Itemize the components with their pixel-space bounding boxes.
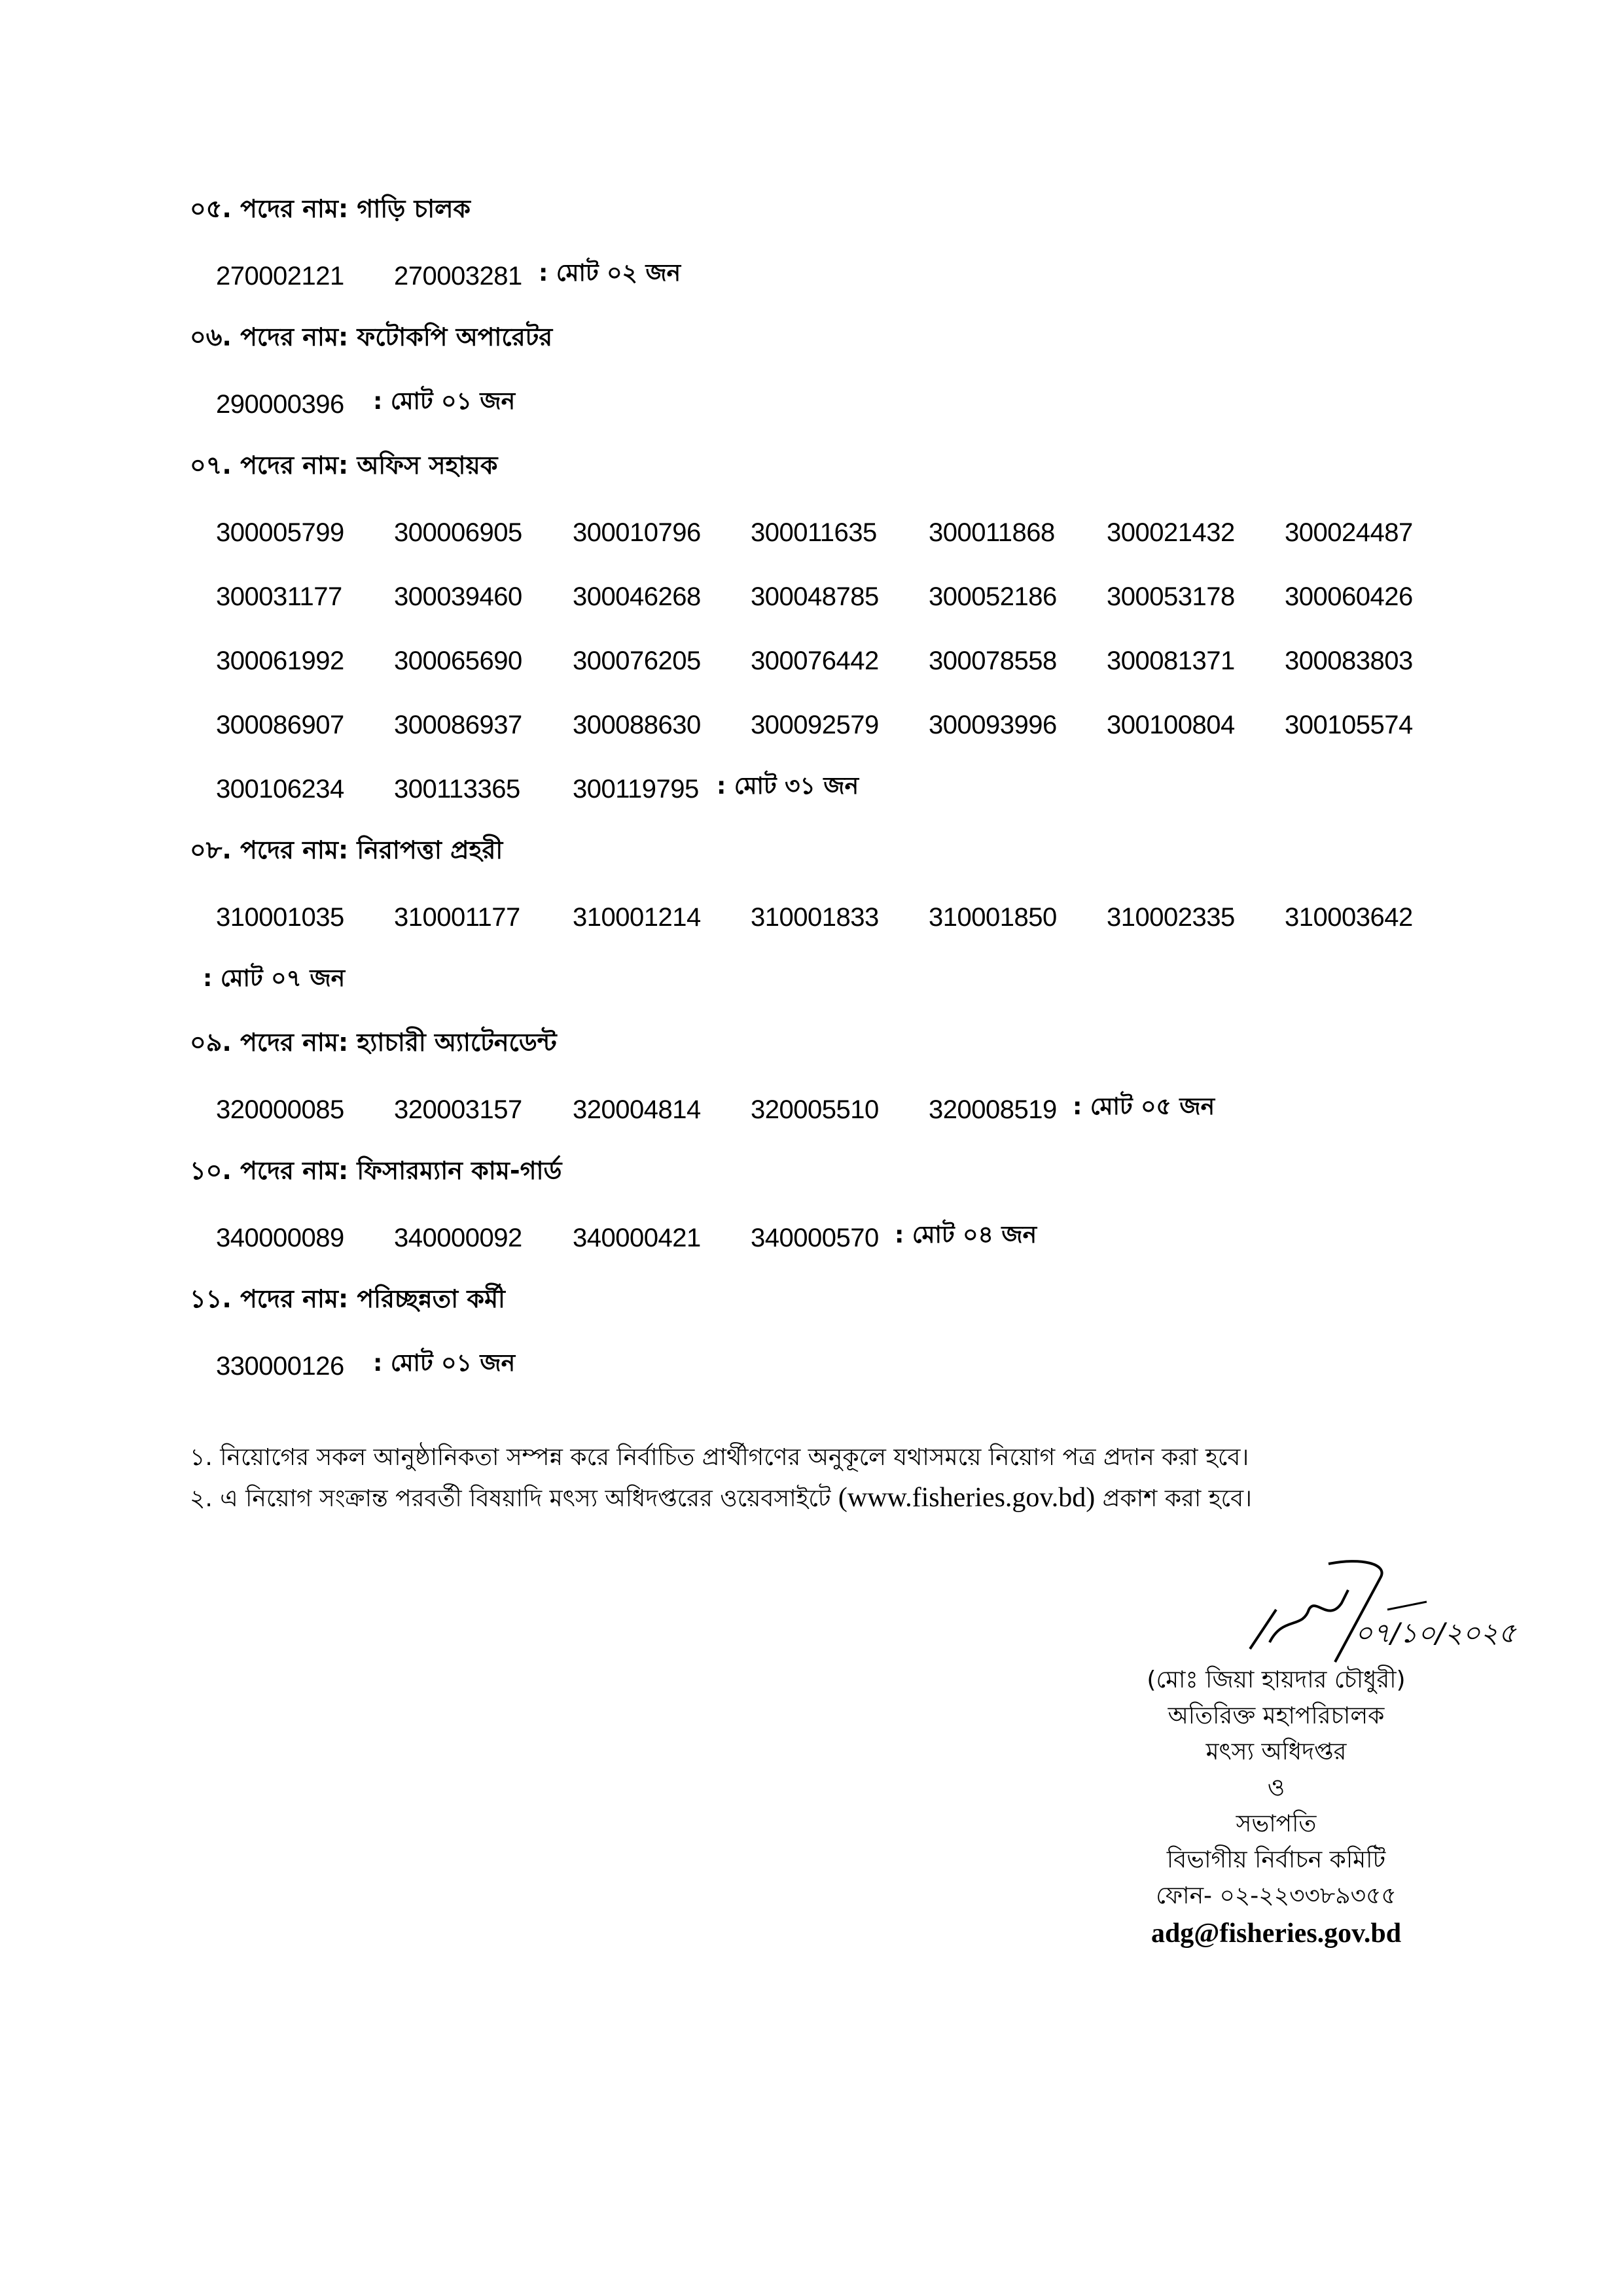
roll-number: 270002121 (216, 262, 344, 291)
roll-number: 310001850 (929, 903, 1057, 932)
roll-number: 320008519 (929, 1095, 1057, 1124)
roll-number: 340000089 (216, 1224, 344, 1252)
section-total: : মোট ৩১ জন (717, 773, 859, 800)
roll-number: 300081371 (1107, 646, 1235, 675)
roll-number: 300010796 (573, 518, 701, 547)
section-heading: ১১. পদের নাম: পরিচ্ছন্নতা কর্মী (190, 1284, 505, 1313)
roll-number: 300061992 (216, 646, 344, 675)
roll-number: 290000396 (216, 390, 344, 419)
roll-number: 300006905 (394, 518, 522, 547)
section-heading: ০৮. পদের নাম: নিরাপত্তা প্রহরী (190, 836, 503, 864)
roll-number: 300060426 (1285, 582, 1413, 611)
roll-number: 300031177 (216, 582, 342, 611)
section-total: : মোট ০২ জন (539, 260, 681, 287)
roll-number: 300086907 (216, 711, 344, 739)
roll-number: 300106234 (216, 775, 344, 804)
section-heading: ০৯. পদের নাম: হ্যাচারী অ্যাটেনডেন্ট (190, 1028, 557, 1057)
signature-block (1073, 1662, 1479, 1953)
roll-number: 300083803 (1285, 646, 1413, 675)
note-2 (190, 1484, 1252, 1511)
roll-number: 340000092 (394, 1224, 522, 1252)
roll-number: 300052186 (929, 582, 1057, 611)
roll-number: 300076205 (573, 646, 701, 675)
roll-number: 300053178 (1107, 582, 1235, 611)
roll-number: 300005799 (216, 518, 344, 547)
note-2-prefix: ২. এ নিয়োগ সংক্রান্ত পরবর্তী বিষয়াদি মৎস্য অধিদপ্তরের ওয়েবসাইটে (190, 1485, 838, 1512)
roll-number: 320003157 (394, 1095, 522, 1124)
roll-number: 340000421 (573, 1224, 701, 1252)
roll-number: 320005510 (751, 1095, 879, 1124)
roll-number: 300065690 (394, 646, 522, 675)
signature-date: ০৭/১০/২০২৫ (1355, 1617, 1516, 1649)
roll-number: 300048785 (751, 582, 879, 611)
section-heading: ০৭. পদের নাম: অফিস সহায়ক (190, 451, 498, 480)
signatory-office: মৎস্য অধিদপ্তর (1205, 1739, 1347, 1765)
section-total: : মোট ০৭ জন (203, 965, 346, 992)
section-total: : মোট ০১ জন (373, 1350, 516, 1377)
roll-number: 320000085 (216, 1095, 344, 1124)
signatory-designation: অতিরিক্ত মহাপরিচালক (1168, 1703, 1385, 1729)
section-heading: ০৬. পদের নাম: ফটোকপি অপারেটর (190, 323, 553, 351)
roll-number: 300076442 (751, 646, 879, 675)
roll-number: 310001177 (394, 903, 520, 932)
roll-number: 300039460 (394, 582, 522, 611)
signatory-name: (মোঃ জিয়া হায়দার চৌধুরী) (1147, 1667, 1406, 1693)
roll-number: 300100804 (1107, 711, 1235, 739)
roll-number: 310003642 (1285, 903, 1413, 932)
section-total: : মোট ০৪ জন (895, 1222, 1037, 1248)
roll-number: 330000126 (216, 1352, 344, 1381)
roll-number: 340000570 (751, 1224, 879, 1252)
website-link[interactable]: (www.fisheries.gov.bd) (838, 1483, 1096, 1513)
section-total: : মোট ০৫ জন (1073, 1093, 1215, 1120)
signatory-conjunction: ও (1267, 1775, 1285, 1801)
handwritten-signature (1230, 1551, 1544, 1669)
signatory-role: সভাপতি (1236, 1810, 1317, 1837)
roll-number: 300011635 (751, 518, 877, 547)
roll-number: 300024487 (1285, 518, 1413, 547)
roll-number: 300078558 (929, 646, 1057, 675)
section-heading: ০৫. পদের নাম: গাড়ি চালক (190, 194, 471, 223)
roll-number: 300046268 (573, 582, 701, 611)
note-2-suffix: প্রকাশ করা হবে। (1095, 1485, 1253, 1512)
roll-number: 300088630 (573, 711, 701, 739)
roll-number: 310002335 (1107, 903, 1235, 932)
roll-number: 300113365 (394, 775, 520, 804)
section-heading: ১০. পদের নাম: ফিসারম্যান কাম-গার্ড (190, 1156, 562, 1185)
roll-number: 300105574 (1285, 711, 1413, 739)
roll-number: 300011868 (929, 518, 1055, 547)
roll-number: 310001833 (751, 903, 879, 932)
roll-number: 300093996 (929, 711, 1057, 739)
signatory-email[interactable]: adg@fisheries.gov.bd (1150, 1918, 1402, 1949)
note-1: ১. নিয়োগের সকল আনুষ্ঠানিকতা সম্পন্ন করে নির্বাচিত প্রার্থীগণের অনুকূলে যথাসময়ে নিয়োগ পত্র প্রদান করা হবে। (190, 1444, 1249, 1471)
signatory-phone: ফোন- ০২-২২৩৩৮৯৩৫৫ (1156, 1882, 1397, 1909)
signatory-committee: বিভাগীয় নির্বাচন কমিটি (1166, 1846, 1386, 1873)
roll-number: 300086937 (394, 711, 522, 739)
roll-number: 310001214 (573, 903, 701, 932)
section-total: : মোট ০১ জন (373, 388, 516, 415)
roll-number: 320004814 (573, 1095, 701, 1124)
roll-number: 300119795 (573, 775, 699, 804)
roll-number: 300092579 (751, 711, 879, 739)
roll-number: 310001035 (216, 903, 344, 932)
roll-number: 270003281 (394, 262, 522, 291)
roll-number: 300021432 (1107, 518, 1235, 547)
